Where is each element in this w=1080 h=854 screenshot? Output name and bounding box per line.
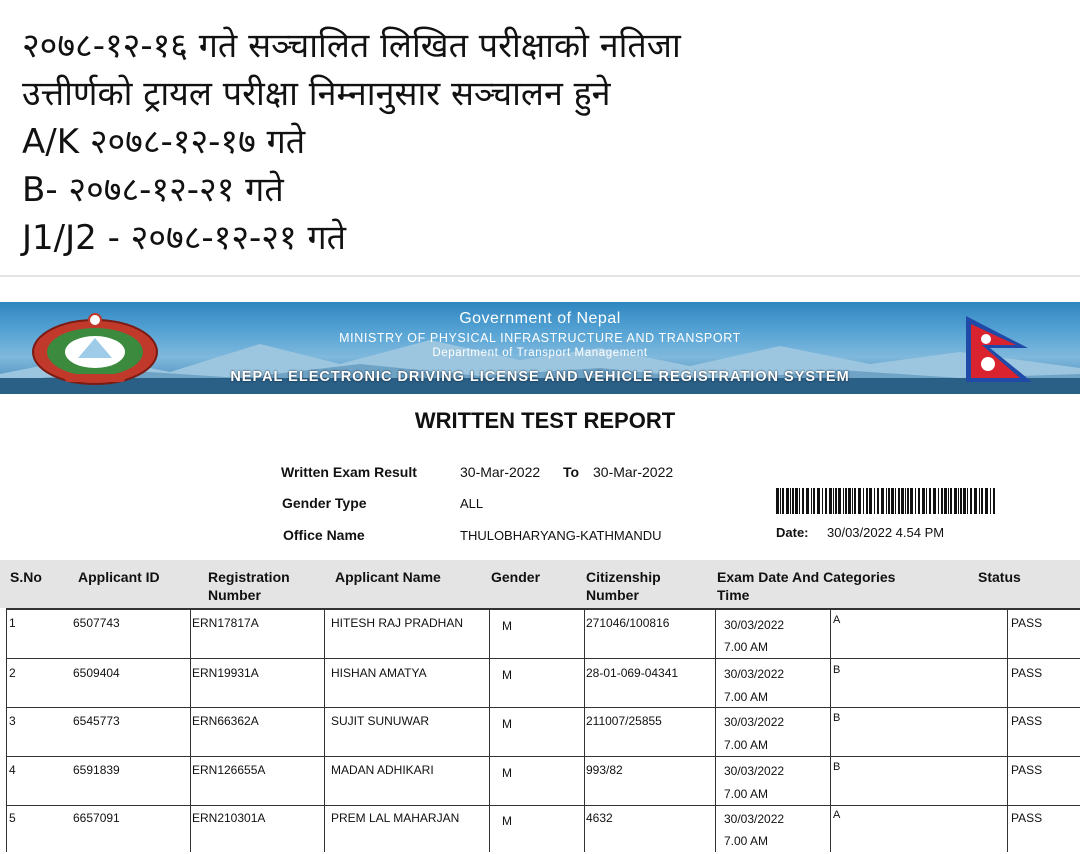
header-gender: Gender [491,569,541,585]
dotm-banner [0,302,1080,394]
to-label: To [563,464,580,480]
cell-category: B [833,712,841,724]
header-applicant-name: Applicant Name [335,569,441,585]
cell-citizenship: 28-01-069-04341 [586,666,679,680]
cell-gender: M [502,717,512,731]
cell-category: A [833,809,841,821]
cell-registration: ERN19931A [192,666,259,680]
cell-applicant-id: 6591839 [73,763,120,777]
cell-status: PASS [1011,763,1043,777]
cell-citizenship: 993/82 [586,763,623,777]
cell-applicant-id: 6657091 [73,811,120,825]
cell-citizenship: 271046/100816 [586,616,670,630]
cell-registration: ERN210301A [192,811,266,825]
government-title: Government of Nepal [459,310,621,327]
caption-divider [0,275,1080,277]
cell-status: PASS [1011,666,1043,680]
cell-applicant-name: SUJIT SUNUWAR [331,714,430,728]
date-to: 30-Mar-2022 [593,464,674,480]
cell-applicant-name: MADAN ADHIKARI [331,763,434,777]
cell-status: PASS [1011,811,1043,825]
barcode-icon [776,488,996,514]
cell-status: PASS [1011,714,1043,728]
header-citizenship-line2: Number [586,587,639,603]
cell-exam-date: 30/03/2022 [724,812,785,826]
cell-category: B [833,664,841,676]
header-applicant-id: Applicant ID [78,569,160,585]
department-title: Department of Transport Management [432,347,648,359]
cell-exam-date: 30/03/2022 [724,667,785,681]
gender-type-label: Gender Type [282,495,367,511]
cell-applicant-id: 6509404 [73,666,120,680]
cell-sno: 1 [9,616,16,630]
header-sno: S.No [10,569,42,585]
report-date-value: 30/03/2022 4.54 PM [827,525,945,540]
results-table [6,608,1080,854]
cell-applicant-id: 6507743 [73,616,120,630]
cell-exam-time: 7.00 AM [724,690,769,704]
cell-registration: ERN126655A [192,763,266,777]
caption-line-2: उत्तीर्णको ट्रायल परीक्षा निम्नानुसार सञ्चालन हुने [22,74,611,114]
cell-gender: M [502,619,512,633]
date-label: Date: [776,525,809,540]
col-divider [830,608,831,852]
caption-line-5: J1/J2 - २०७८-१२-२१ गते [22,218,346,258]
cell-exam-time: 7.00 AM [724,640,769,654]
cell-exam-time: 7.00 AM [724,787,769,801]
cell-category: B [833,761,841,773]
col-divider [584,608,585,852]
cell-applicant-name: PREM LAL MAHARJAN [331,811,460,825]
caption-line-3: A/K २०७८-१२-१७ गते [22,122,306,162]
table-header [0,560,1080,608]
ministry-title: MINISTRY OF PHYSICAL INFRASTRUCTURE AND TRANSPORT [339,331,741,345]
col-divider [190,608,191,852]
cell-applicant-id: 6545773 [73,714,120,728]
cell-gender: M [502,766,512,780]
report-title: WRITTEN TEST REPORT [414,408,676,433]
caption-line-4: B- २०७८-१२-२१ गते [22,170,284,210]
cell-sno: 4 [9,763,16,777]
cell-sno: 2 [9,666,16,680]
cell-citizenship: 4632 [586,811,613,825]
cell-exam-date: 30/03/2022 [724,764,785,778]
caption-line-1: २०७८-१२-१६ गते सञ्चालित लिखित परीक्षाको नतिजा [22,26,681,66]
col-divider [1007,608,1008,852]
gender-type-value: ALL [460,496,484,511]
cell-gender: M [502,814,512,828]
cell-exam-date: 30/03/2022 [724,715,785,729]
header-registration [208,568,290,604]
header-exam-line1: Exam Date And Categories [717,569,896,585]
system-title: NEPAL ELECTRONIC DRIVING LICENSE AND VEHICLE REGISTRATION SYSTEM [230,369,850,385]
row-divider [6,707,1080,708]
cell-applicant-name: HISHAN AMATYA [331,666,427,680]
announcement-caption [22,22,1062,262]
date-from: 30-Mar-2022 [460,464,541,480]
office-name-value: THULOBHARYANG-KATHMANDU [460,528,662,543]
header-exam [717,568,895,604]
cell-category: A [833,614,841,626]
cell-sno: 5 [9,811,16,825]
exam-result-label: Written Exam Result [281,464,417,480]
header-exam-line2: Time [717,587,750,603]
cell-gender: M [502,668,512,682]
col-divider [489,608,490,852]
col-divider [6,608,7,852]
cell-citizenship: 211007/25855 [586,714,662,728]
row-divider [6,756,1080,757]
cell-exam-date: 30/03/2022 [724,618,785,632]
col-divider [715,608,716,852]
cell-exam-time: 7.00 AM [724,738,769,752]
row-divider [6,658,1080,659]
header-registration-line2: Number [208,587,261,603]
header-citizenship [586,568,661,604]
cell-exam-time: 7.00 AM [724,834,769,848]
row-divider [6,805,1080,806]
col-divider [324,608,325,852]
office-name-label: Office Name [283,527,365,543]
header-registration-line1: Registration [208,569,290,585]
cell-registration: ERN66362A [192,714,259,728]
nepal-flag-icon [962,312,1042,386]
cell-status: PASS [1011,616,1043,630]
header-status: Status [978,569,1021,585]
cell-applicant-name: HITESH RAJ PRADHAN [331,616,464,630]
cell-sno: 3 [9,714,16,728]
cell-registration: ERN17817A [192,616,259,630]
header-citizenship-line1: Citizenship [586,569,661,585]
